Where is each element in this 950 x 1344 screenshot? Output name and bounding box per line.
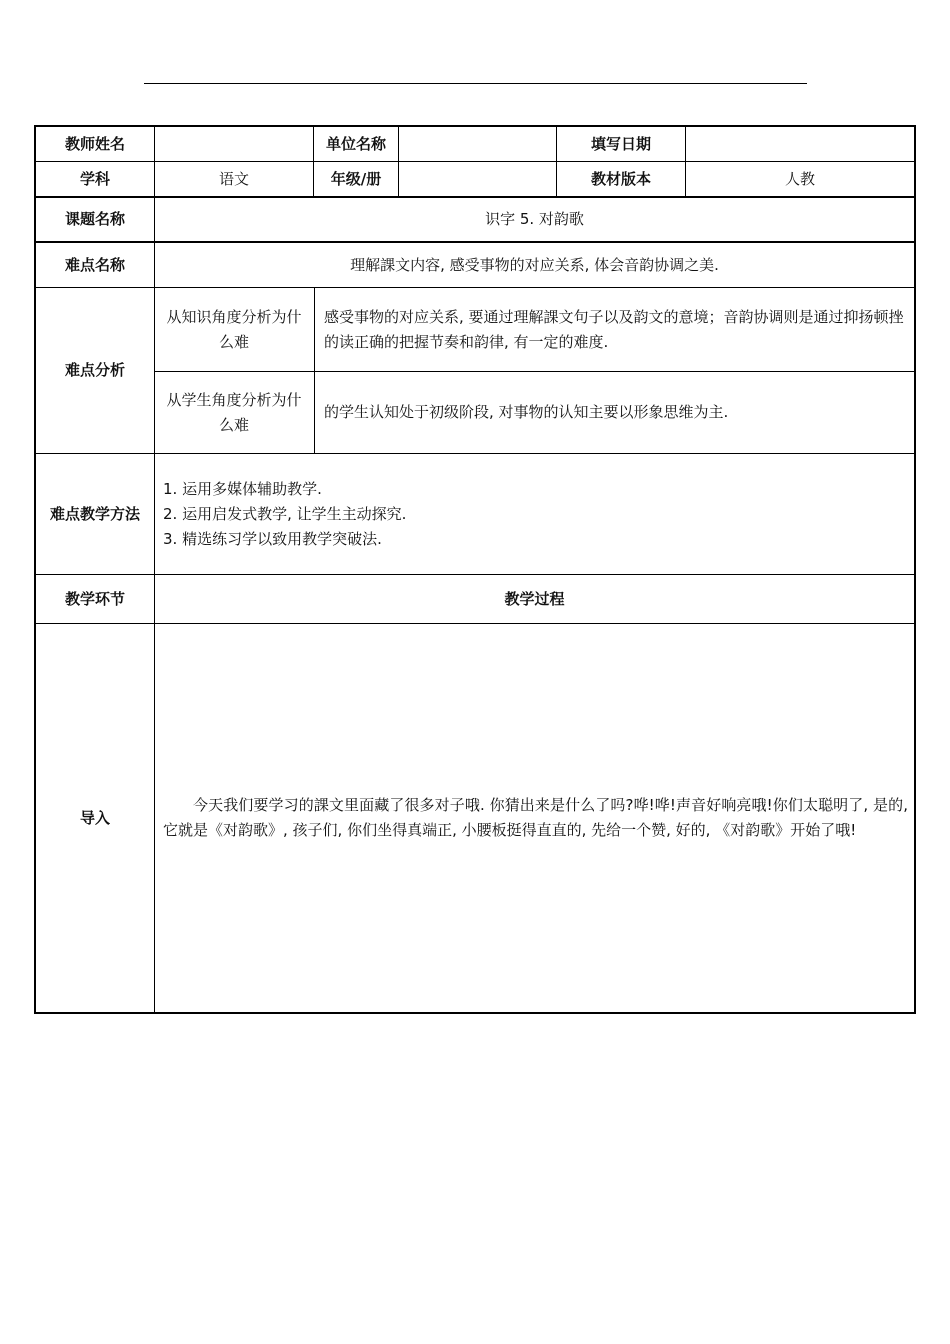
grade-field[interactable] [399,162,556,196]
intro-paragraph[interactable]: 今天我们要学习的課文里面藏了很多对子哦. 你猜出来是什么了吗?哗!哗!声音好响亮哦!你们太聪明了, 是的, 它就是《对韵歌》, 孩子们, 你们坐得真端正, 小腰板挺得直直的, 先给一个赞, 好的, 《对韵歌》开始了哦! [163,796,908,839]
unit-name-field[interactable] [399,127,556,162]
intro-label: 导入 [79,808,110,827]
method-item[interactable]: 2. 运用启发式教学, 让学生主动探究. [163,504,407,523]
methods-list [163,477,406,552]
topic-label: 课题名称 [64,210,125,228]
methods-list-cell [163,454,908,574]
subject-value[interactable]: 语文 [218,169,249,188]
process-header: 教学过程 [504,589,565,608]
analysis-label: 难点分析 [64,361,125,379]
methods-label: 难点教学方法 [49,504,140,523]
edition-label: 教材版本 [590,169,651,188]
topic-value[interactable]: 识字 5. 对韵歌 [485,210,584,228]
unit-name-label: 单位名称 [325,135,386,153]
stage-header: 教学环节 [64,589,125,608]
knowledge-angle-text[interactable]: 感受事物的对应关系, 要通过理解課文句子以及韵文的意境；音韵协调则是通过抑扬顿挫的读正确的把握节奏和韵律, 有一定的难度. [324,307,904,351]
teacher-name-label: 教师姓名 [64,135,125,153]
knowledge-angle-label: 从知识角度分析为什么难 [166,307,302,351]
difficulty-label: 难点名称 [64,255,125,274]
header-rule [144,83,807,84]
col-divider [314,287,315,453]
student-angle-label: 从学生角度分析为什么难 [166,390,302,434]
intro-cell [163,624,908,1012]
fill-date-label: 填写日期 [590,135,651,153]
method-item[interactable]: 3. 精选练习学以致用教学突破法. [163,529,382,548]
method-item[interactable]: 1. 运用多媒体辅助教学. [163,479,322,498]
subject-label: 学科 [79,169,110,188]
teacher-name-field[interactable] [155,127,313,162]
lesson-plan-table [34,125,916,1014]
difficulty-value[interactable]: 理解課文内容, 感受事物的对应关系, 体会音韵协调之美. [350,255,719,274]
grade-label: 年级/册 [330,169,382,188]
student-angle-text[interactable]: 的学生认知处于初级阶段, 对事物的认知主要以形象思维为主. [324,403,729,421]
fill-date-field[interactable] [686,127,914,162]
edition-value[interactable]: 人教 [784,169,815,188]
